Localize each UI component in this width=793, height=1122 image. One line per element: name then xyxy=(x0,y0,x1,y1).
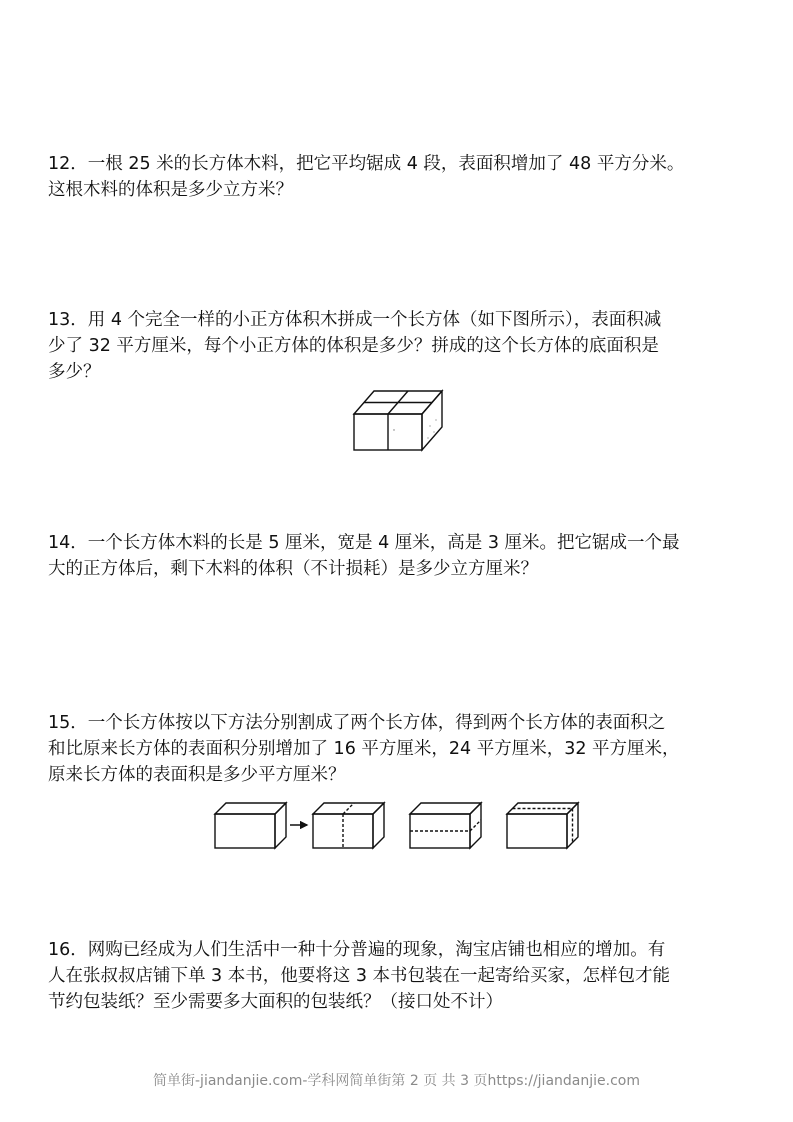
cuboid-vertical-cut xyxy=(313,803,384,848)
question-12-line-1: 12．一根 25 米的长方体木料，把它平均锯成 4 段，表面积增加了 48 平方分米。 xyxy=(48,154,685,174)
question-13 xyxy=(48,307,753,385)
question-16-line-3: 节约包装纸？至少需要多大面积的包装纸？（接口处不计） xyxy=(48,992,503,1012)
question-14-line-2: 大的正方体后，剩下木料的体积（不计损耗）是多少立方厘米？ xyxy=(48,559,538,579)
question-12 xyxy=(48,151,753,203)
original-cuboid xyxy=(215,803,286,848)
question-16-line-2: 人在张叔叔店铺下单 3 本书，他要将这 3 本书包装在一起寄给买家，怎样包才能 xyxy=(48,966,671,986)
question-12-line-2: 这根木料的体积是多少立方米？ xyxy=(48,180,293,200)
cuboid-horizontal-cut xyxy=(410,803,481,848)
page-footer: 简单街-jiandanjie.com-学科网简单街第 2 页 共 3 页https://jiandanjie.com xyxy=(153,1073,640,1089)
question-13-line-3: 多少？ xyxy=(48,362,101,382)
question-13-line-2: 少了 32 平方厘米，每个小正方体的体积是多少？拼成的这个长方体的底面积是 xyxy=(48,336,659,356)
question-14 xyxy=(48,530,753,582)
question-15-line-2: 和比原来长方体的表面积分别增加了 16 平方厘米，24 平方厘米，32 平方厘米， xyxy=(48,739,680,759)
question-13-line-1: 13．用 4 个完全一样的小正方体积木拼成一个长方体（如下图所示），表面积减 xyxy=(48,310,662,330)
cuboid-cut-figure xyxy=(210,798,590,854)
question-15 xyxy=(48,710,753,788)
question-15-line-3: 原来长方体的表面积是多少平方厘米？ xyxy=(48,765,346,785)
question-15-line-1: 15．一个长方体按以下方法分别割成了两个长方体，得到两个长方体的表面积之 xyxy=(48,713,666,733)
cuboid-depth-cut xyxy=(507,803,578,848)
question-16 xyxy=(48,937,753,1015)
question-16-line-1: 16．网购已经成为人们生活中一种十分普遍的现象，淘宝店铺也相应的增加。有 xyxy=(48,940,666,960)
cube-block-figure xyxy=(350,386,450,454)
question-14-line-1: 14．一个长方体木料的长是 5 厘米，宽是 4 厘米，高是 3 厘米。把它锯成一个最 xyxy=(48,533,680,553)
